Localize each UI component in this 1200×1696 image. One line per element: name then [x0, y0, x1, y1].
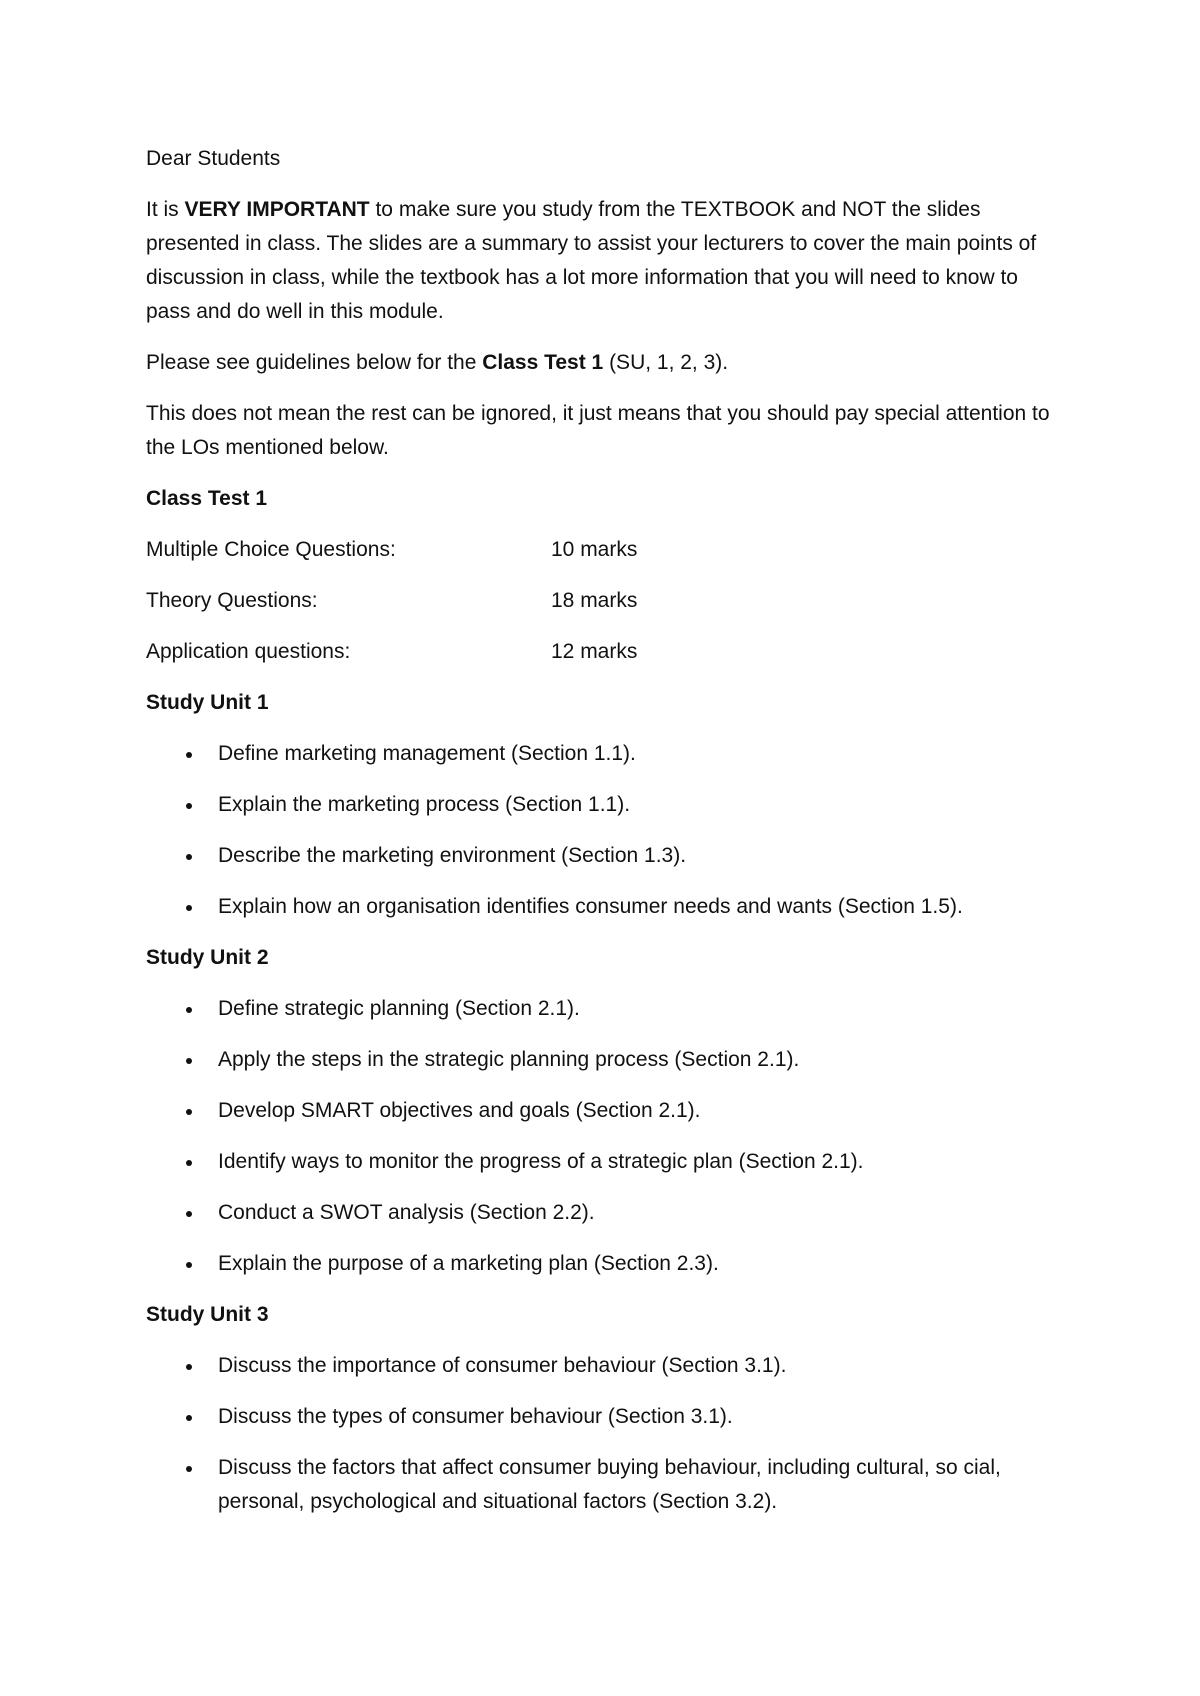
bullet-icon — [186, 1211, 192, 1217]
list-item — [146, 1400, 1066, 1434]
marks-row — [146, 584, 1066, 618]
bullet-icon — [186, 1364, 192, 1370]
note-paragraph: This does not mean the rest can be ignored, it just means that you should pay special attention to the LOs mentioned below. — [146, 402, 1050, 459]
list-item-text: Apply the steps in the strategic planning process (Section 2.1). — [218, 1048, 800, 1071]
list-item — [146, 1094, 1066, 1128]
bullet-icon — [186, 905, 192, 911]
bullet-icon — [186, 1466, 192, 1472]
list-item-text: Develop SMART objectives and goals (Section 2.1). — [218, 1099, 701, 1122]
list-item — [146, 1247, 1066, 1281]
study-unit-heading: Study Unit 2 — [146, 946, 269, 969]
document-page — [146, 142, 1066, 1536]
study-unit-list — [146, 737, 1066, 924]
list-item-text: Discuss the types of consumer behaviour (Section 3.1). — [218, 1405, 733, 1428]
list-item-text: Conduct a SWOT analysis (Section 2.2). — [218, 1201, 595, 1224]
study-unit-heading: Study Unit 3 — [146, 1303, 269, 1326]
list-item-text: Explain how an organisation identifies consumer needs and wants (Section 1.5). — [218, 895, 963, 918]
greeting: Dear Students — [146, 147, 281, 170]
list-item-text: Discuss the factors that affect consumer buying behaviour, including cultural, so cial, personal, psychological and situational factors (Section 3.2). — [218, 1456, 1001, 1513]
marks-row — [146, 533, 1066, 567]
bullet-icon — [186, 1007, 192, 1013]
marks-value: 10 marks — [551, 538, 638, 561]
marks-label: Multiple Choice Questions: — [146, 538, 396, 561]
bullet-icon — [186, 854, 192, 860]
list-item-text: Discuss the importance of consumer behaviour (Section 3.1). — [218, 1354, 787, 1377]
list-item — [146, 1196, 1066, 1230]
intro-text-start: It is — [146, 198, 185, 221]
bullet-icon — [186, 1058, 192, 1064]
marks-label: Theory Questions: — [146, 589, 318, 612]
list-item — [146, 788, 1066, 822]
bullet-icon — [186, 752, 192, 758]
guidelines-paragraph — [146, 346, 1066, 380]
study-unit-list — [146, 992, 1066, 1281]
bullet-icon — [186, 1109, 192, 1115]
list-item — [146, 890, 1066, 924]
list-item-text: Describe the marketing environment (Section 1.3). — [218, 844, 687, 867]
list-item — [146, 1349, 1066, 1383]
intro-emphasis: VERY IMPORTANT — [184, 198, 370, 221]
bullet-icon — [186, 1262, 192, 1268]
intro-paragraph — [146, 193, 1066, 329]
study-unit-heading: Study Unit 1 — [146, 691, 269, 714]
class-test-heading: Class Test 1 — [146, 487, 268, 510]
list-item-text: Explain the marketing process (Section 1.1). — [218, 793, 631, 816]
list-item-text: Identify ways to monitor the progress of a strategic plan (Section 2.1). — [218, 1150, 864, 1173]
marks-value: 12 marks — [551, 640, 638, 663]
study-unit-list — [146, 1349, 1066, 1519]
list-item — [146, 737, 1066, 771]
marks-label: Application questions: — [146, 640, 351, 663]
intro-text-end: to make sure you study from the TEXTBOOK and NOT the slides presented in class. The slides are a summary to assist your lecturers to cover the main points of discussion in class, while the textbook has a lot more information that you will need to know to pass and do well in this module. — [146, 198, 1037, 323]
list-item — [146, 1451, 1066, 1519]
guidelines-emphasis: Class Test 1 — [482, 351, 604, 374]
list-item-text: Explain the purpose of a marketing plan (Section 2.3). — [218, 1252, 719, 1275]
list-item-text: Define strategic planning (Section 2.1). — [218, 997, 580, 1020]
guidelines-text-start: Please see guidelines below for the — [146, 351, 483, 374]
guidelines-text-end: (SU, 1, 2, 3). — [603, 351, 729, 374]
bullet-icon — [186, 1160, 192, 1166]
list-item — [146, 992, 1066, 1026]
bullet-icon — [186, 1415, 192, 1421]
bullet-icon — [186, 803, 192, 809]
list-item — [146, 839, 1066, 873]
list-item-text: Define marketing management (Section 1.1). — [218, 742, 636, 765]
list-item — [146, 1043, 1066, 1077]
list-item — [146, 1145, 1066, 1179]
marks-row — [146, 635, 1066, 669]
marks-value: 18 marks — [551, 589, 638, 612]
